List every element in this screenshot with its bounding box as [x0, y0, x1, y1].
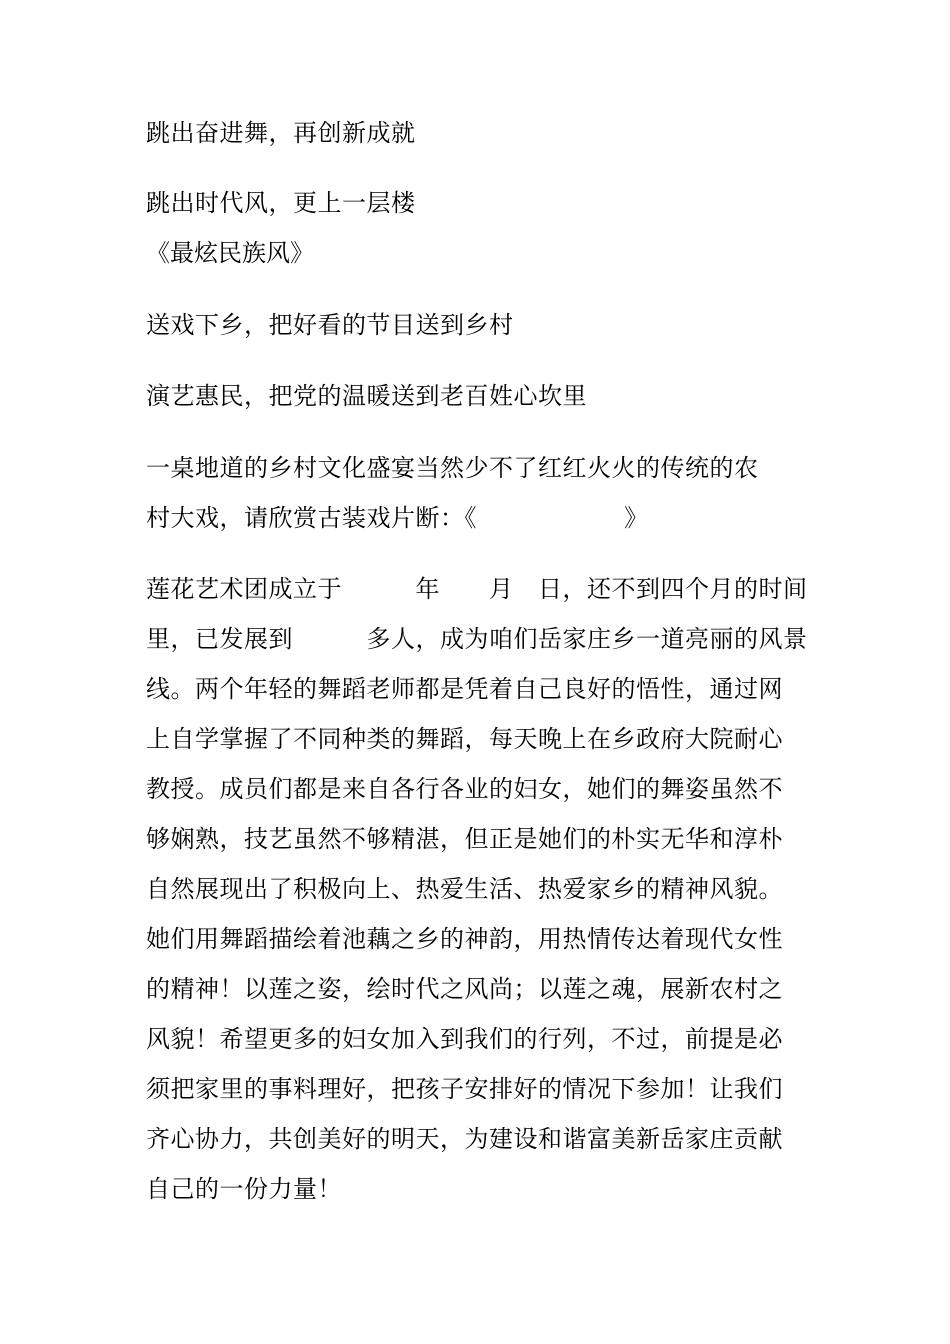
slogan-line-4: 演艺惠民，把党的温暖送到老百姓心坎里: [146, 382, 587, 410]
opera-intro-line-1: 一桌地道的乡村文化盛宴当然少不了红红火火的传统的农: [146, 454, 759, 482]
slogan-line-1: 跳出奋进舞，再创新成就: [146, 119, 416, 147]
slogan-line-3: 送戏下乡，把好看的节目送到乡村: [146, 311, 514, 339]
opera-intro-line-2: 村大戏，请欣赏古装戏片断：《 》: [146, 504, 649, 532]
paragraph-line-7: 自然展现出了积极向上、热爱生活、热爱家乡的精神风貌。: [146, 875, 783, 903]
paragraph-line-10: 风貌！希望更多的妇女加入到我们的行列，不过，前提是必: [146, 1025, 783, 1053]
slogan-line-2: 跳出时代风，更上一层楼: [146, 189, 416, 217]
paragraph-line-4: 上自学掌握了不同种类的舞蹈，每天晚上在乡政府大院耐心: [146, 725, 783, 753]
paragraph-line-13: 自己的一份力量！: [146, 1175, 342, 1203]
paragraph-line-5: 教授。成员们都是来自各行各业的妇女，她们的舞姿虽然不: [146, 775, 783, 803]
paragraph-line-6: 够娴熟，技艺虽然不够精湛，但正是她们的朴实无华和淳朴: [146, 825, 783, 853]
paragraph-line-8: 她们用舞蹈描绘着池藕之乡的神韵，用热情传达着现代女性: [146, 925, 783, 953]
paragraph-line-3: 线。两个年轻的舞蹈老师都是凭着自己良好的悟性，通过网: [146, 675, 783, 703]
paragraph-line-9: 的精神！以莲之姿，绘时代之风尚；以莲之魂，展新农村之: [146, 975, 783, 1003]
paragraph-line-2: 里，已发展到 多人，成为咱们岳家庄乡一道亮丽的风景: [146, 625, 808, 653]
song-title: 《最炫民族风》: [146, 239, 314, 267]
paragraph-line-12: 齐心协力，共创美好的明天，为建设和谐富美新岳家庄贡献: [146, 1125, 783, 1153]
paragraph-line-1: 莲花艺术团成立于 年 月 日，还不到四个月的时间: [146, 575, 808, 603]
paragraph-line-11: 须把家里的事料理好，把孩子安排好的情况下参加！让我们: [146, 1075, 783, 1103]
